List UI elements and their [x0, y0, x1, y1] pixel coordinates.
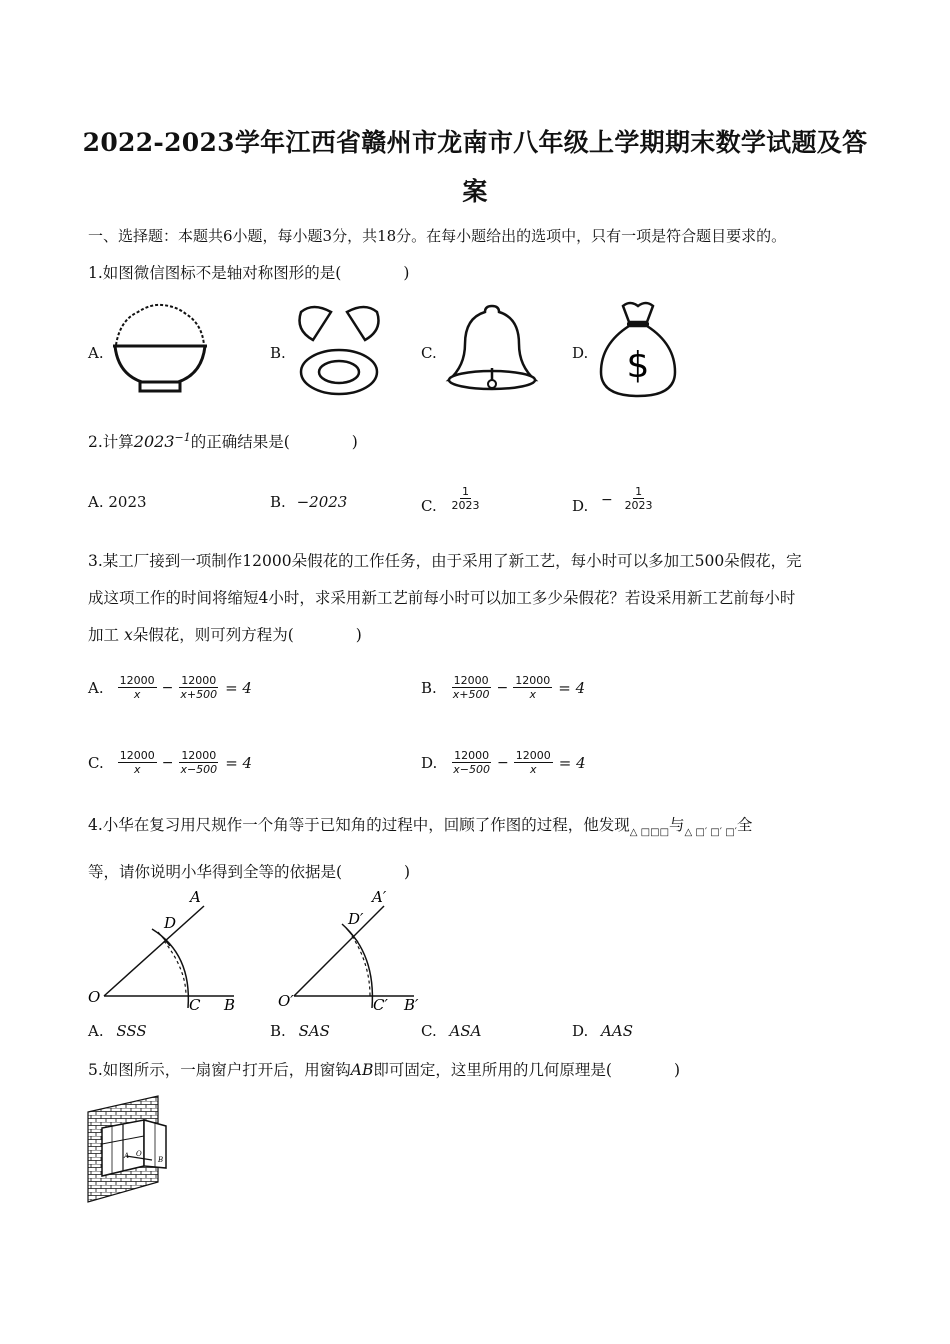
q4-triangle-1: △ □□□: [629, 827, 670, 838]
q2-stem-pre: 2.计算: [88, 433, 134, 451]
q3-option-a: [88, 674, 252, 701]
rhs: = 4: [225, 678, 252, 697]
frac-num: 12000: [515, 674, 551, 687]
q3-option-label: C.: [88, 753, 104, 772]
q4-option-d: [572, 1022, 633, 1040]
minus-sign: −: [161, 754, 174, 771]
q2-option-d-label: D.: [572, 496, 589, 515]
frac-1: [118, 749, 157, 776]
q4-end: 全: [736, 816, 753, 834]
q4-line2: 等，请你说明小华得到全等的依据是( ): [88, 863, 411, 881]
q5-stem-pre: 5.如图所示，一扇窗户打开后，用窗钩: [88, 1061, 351, 1079]
q1-label-a: A.: [88, 344, 104, 362]
frac-num: 12000: [181, 749, 217, 762]
angle-construction-figure-1: [86, 884, 246, 1014]
doc-title-line1: 2022-2023学年江西省赣州市龙南市八年级上学期期末数学试题及答: [82, 128, 868, 157]
frac-num: 1: [635, 485, 643, 498]
q2-option-c-frac: [450, 485, 482, 512]
q4-option-label: A.: [88, 1022, 104, 1040]
q4-line1: [88, 813, 753, 838]
q4-option-value: SSS: [116, 1022, 147, 1040]
q2-option-d-frac: [623, 485, 655, 512]
q5-ab: AB: [350, 1061, 374, 1079]
label-b-prime: B′: [404, 996, 419, 1014]
q4-triangle-2: △ □′ □′ □′: [684, 827, 737, 838]
frac-num: 12000: [181, 674, 217, 687]
q3-option-label: D.: [421, 753, 438, 772]
q4-option-value: AAS: [601, 1022, 633, 1040]
label-o-prime: O′: [278, 992, 294, 1010]
q4-option-label: D.: [572, 1022, 589, 1040]
frac-den: 2023: [624, 499, 653, 512]
label-d-prime: D′: [348, 910, 364, 928]
minus-sign: −: [496, 679, 509, 696]
q3-option-b: [421, 674, 585, 701]
frac-2: [513, 674, 552, 701]
frac-1: [451, 674, 492, 701]
frac-den: x: [529, 763, 537, 776]
q3-line3-post: 朵假花，则可列方程为( ): [132, 626, 362, 644]
frac-num: 12000: [119, 674, 155, 687]
q5-stem: [88, 1058, 680, 1080]
q2-option-d-minus: −: [601, 491, 613, 508]
label-b: B: [224, 996, 236, 1014]
minus-sign: −: [161, 679, 174, 696]
label-o: O: [88, 988, 101, 1006]
frac-2: [178, 749, 219, 776]
q2-option-c: [421, 485, 484, 515]
q3-option-label: A.: [88, 678, 104, 697]
q4-option-value: ASA: [449, 1022, 482, 1040]
q2-expr: 2023: [133, 432, 175, 451]
q4-line1-text: 4.小华在复习用尺规作一个角等于已知角的过程中，回顾了作图的过程，他发现: [88, 816, 630, 834]
angle-construction-figure-2: [276, 884, 436, 1014]
label-b: B: [158, 1156, 164, 1164]
frac-num: 12000: [515, 749, 551, 762]
frac-num: 12000: [119, 749, 155, 762]
bell-icon: [445, 302, 539, 398]
q2-option-d: [572, 485, 657, 515]
q2-exponent: −1: [174, 430, 191, 444]
q2-stem-post: 的正确结果是( ): [190, 433, 358, 451]
money-bag-icon: [597, 298, 679, 400]
q3-line3: [88, 623, 362, 645]
frac-den: x+500: [180, 688, 218, 701]
minus-sign: −: [497, 754, 509, 771]
frac-1: [118, 674, 157, 701]
q1-stem: 1.如图微信图标不是轴对称图形的是( ): [88, 264, 410, 282]
q1-label-b: B.: [270, 344, 286, 362]
label-a-prime: A′: [372, 888, 387, 906]
q5-stem-post: 即可固定，这里所用的几何原理是( ): [373, 1061, 680, 1079]
q4-option-label: C.: [421, 1022, 437, 1040]
frac-num: 1: [462, 485, 469, 498]
rhs: = 4: [225, 753, 253, 772]
q4-option-a: [88, 1022, 147, 1040]
frac-den: x: [133, 763, 141, 776]
q3-line1: 3.某工厂接到一项制作12000朵假花的工作任务，由于采用了新工艺，每小时可以多加工500朵假花，完: [88, 552, 802, 570]
label-o: O: [136, 1150, 142, 1158]
frac-2: [178, 674, 219, 701]
q2-option-a: A. 2023: [88, 493, 147, 511]
frac-den: x: [133, 688, 141, 701]
alarm-clock-icon: [293, 302, 385, 398]
rhs: = 4: [558, 753, 586, 772]
q4-option-b: [270, 1022, 330, 1040]
label-d: D: [164, 914, 177, 932]
q3-line3-pre: 加工: [88, 626, 124, 644]
q3-var-x: x: [123, 626, 133, 644]
label-c-prime: C′: [373, 996, 388, 1014]
q2-option-b: [270, 493, 347, 511]
frac-num: 12000: [453, 674, 489, 687]
q1-label-c: C.: [421, 344, 437, 362]
label-a: A: [190, 888, 201, 906]
frac-den: x+500: [452, 688, 490, 701]
label-a: A: [124, 1152, 130, 1160]
q2-option-b-value: −2023: [296, 493, 348, 511]
frac-2: [514, 749, 553, 776]
section-header: 一、选择题：本题共6小题，每小题3分，共18分。在每小题给出的选项中，只有一项是符合题目要求的。: [88, 227, 787, 245]
q3-option-c: [88, 749, 252, 776]
rhs: = 4: [558, 678, 586, 697]
q3-option-d: [421, 749, 586, 776]
frac-den: x: [529, 688, 537, 701]
q3-option-label: B.: [421, 678, 437, 697]
dollar-sign: $: [626, 345, 650, 386]
frac-1: [451, 749, 492, 776]
q1-label-d: D.: [572, 344, 589, 362]
q4-option-label: B.: [270, 1022, 286, 1040]
frac-den: x−500: [453, 763, 490, 776]
q3-line2: 成这项工作的时间将缩短4小时，求采用新工艺前每小时可以加工多少朵假花？若设采用新工艺前每小时: [88, 589, 796, 607]
rice-bowl-icon: [110, 302, 210, 398]
doc-title-line2: 案: [462, 177, 488, 206]
q2-option-c-label: C.: [421, 496, 437, 515]
q2-option-b-label: B.: [270, 493, 286, 511]
q4-option-value: SAS: [298, 1022, 330, 1040]
q4-mid: 与: [669, 816, 685, 834]
q4-option-c: [421, 1022, 481, 1040]
window-figure: [86, 1094, 170, 1204]
q2-stem: [88, 430, 358, 452]
frac-den: x−500: [180, 763, 218, 776]
frac-den: 2023: [451, 499, 480, 512]
frac-num: 12000: [454, 749, 490, 762]
label-c: C: [189, 996, 201, 1014]
